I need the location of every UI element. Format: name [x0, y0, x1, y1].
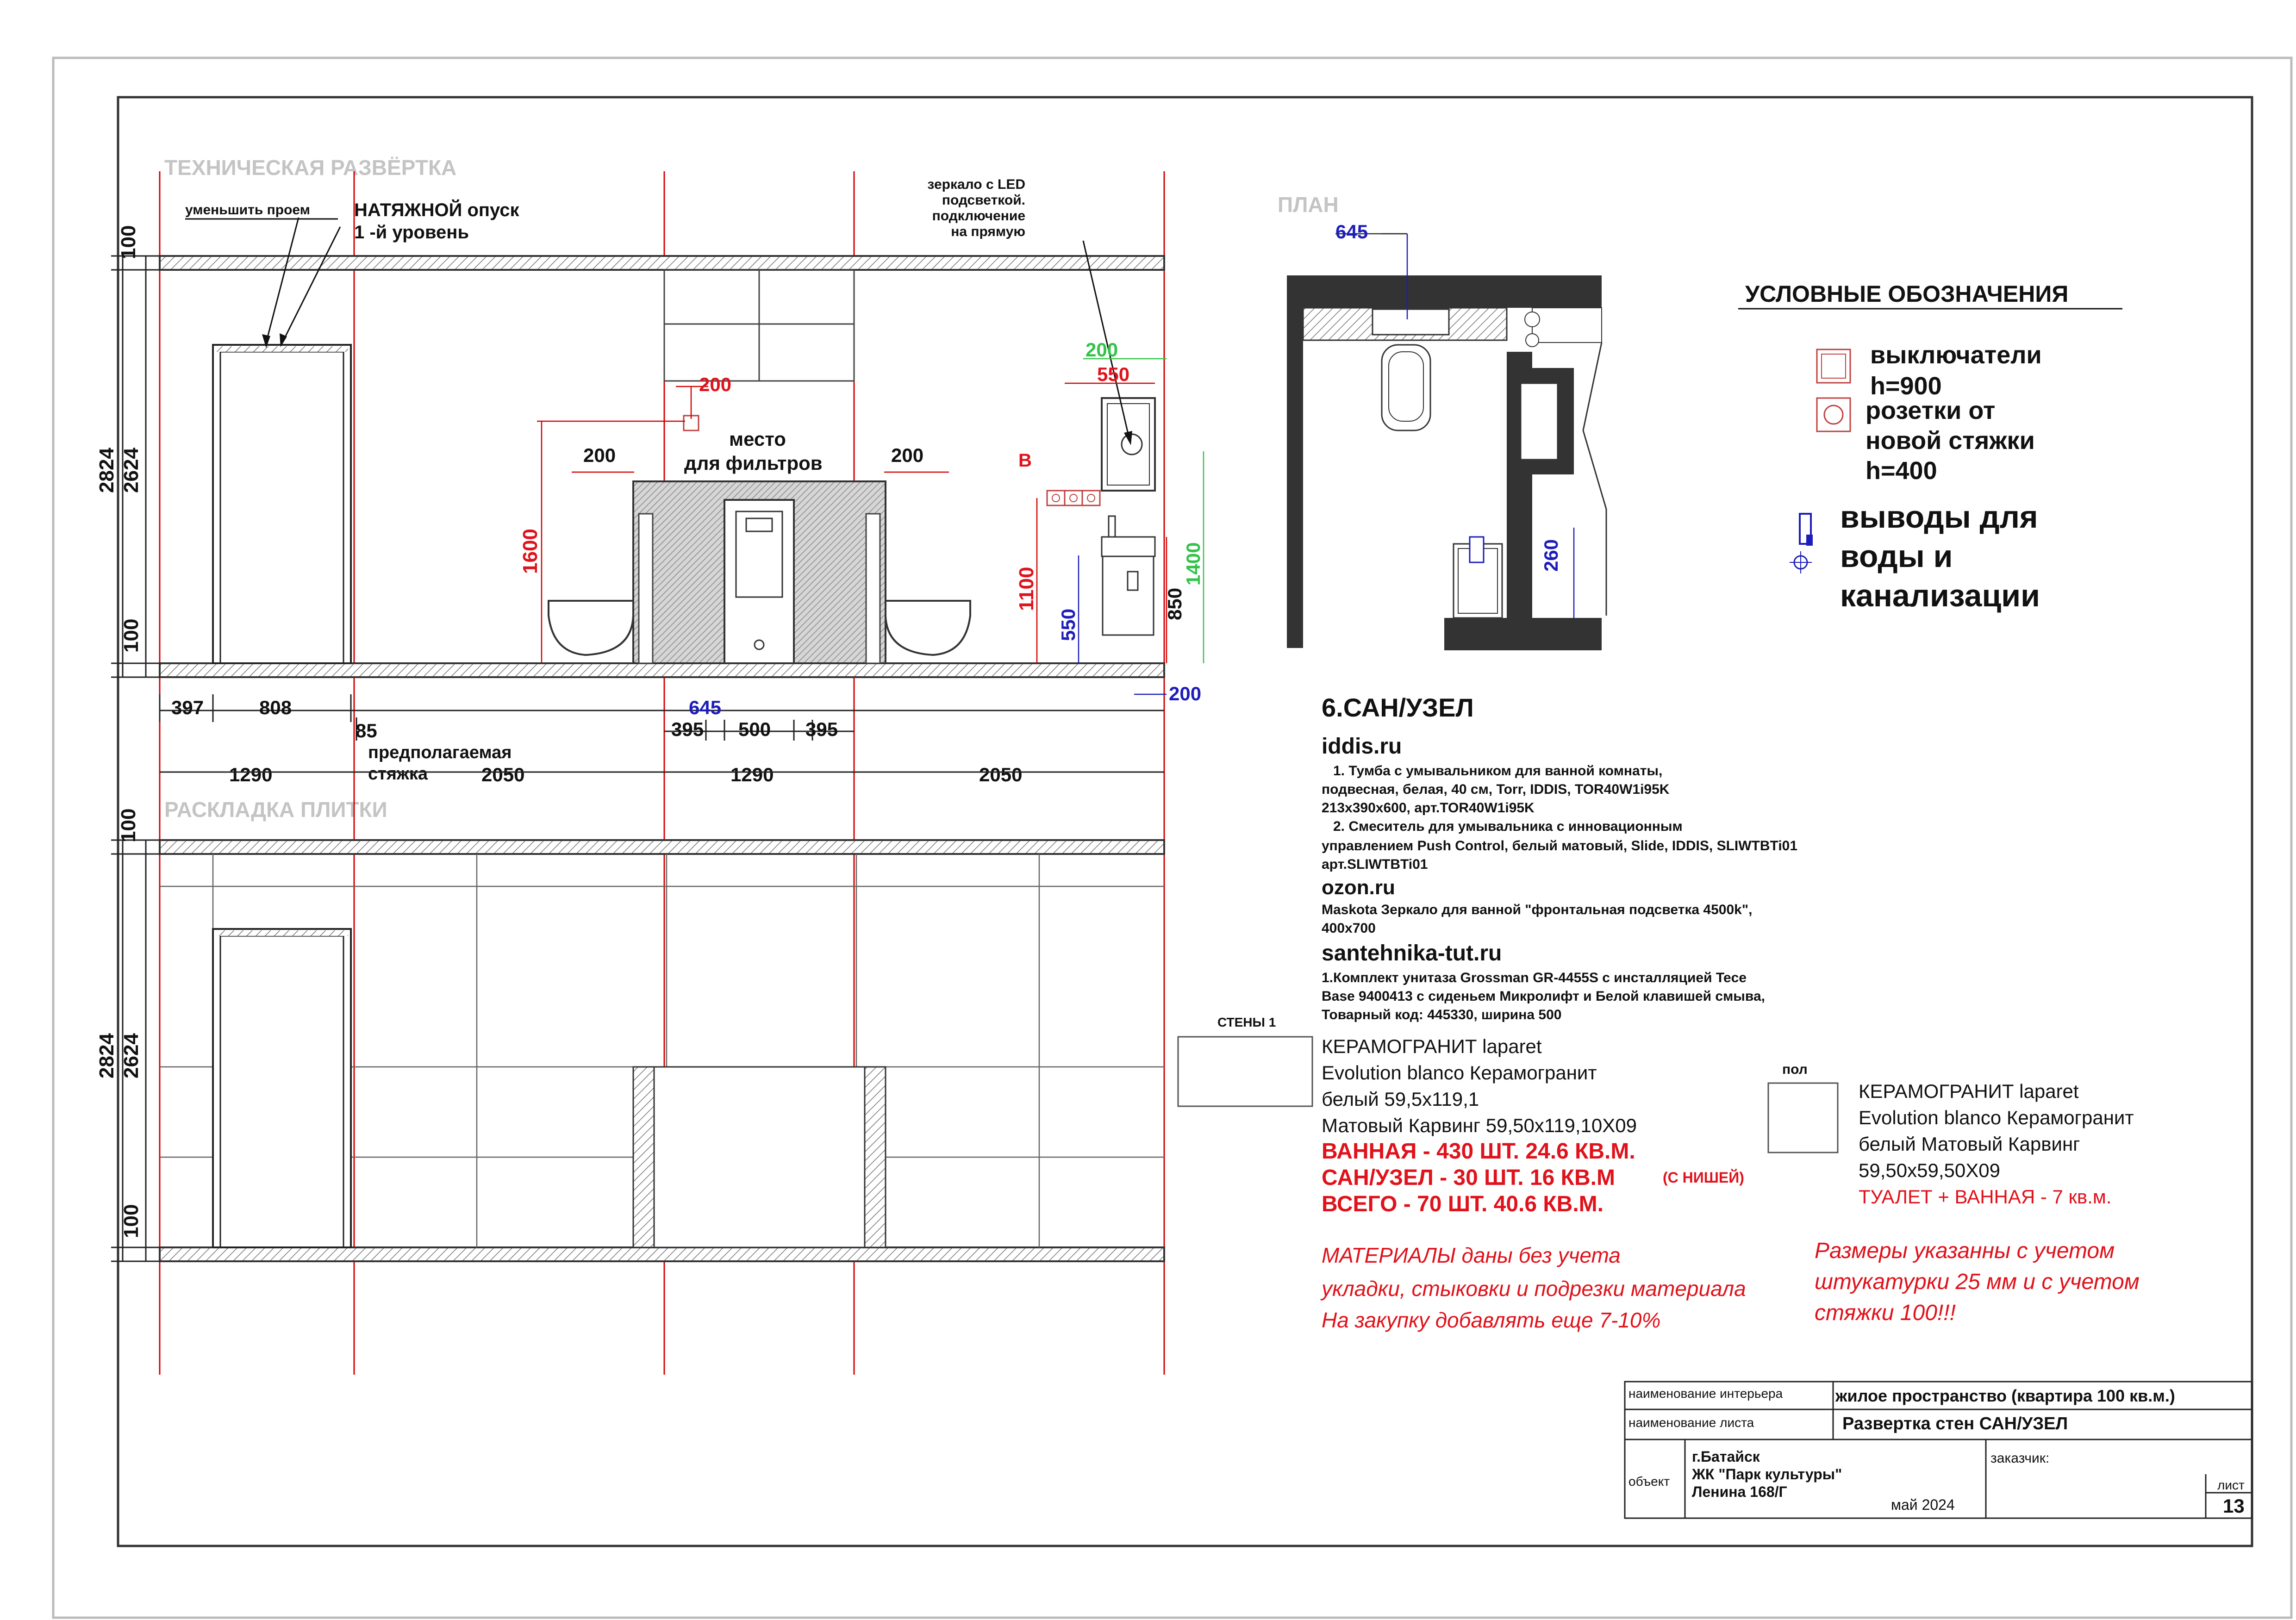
total-quantity: ВСЕГО - 70 ШТ. 40.6 КВ.М. [1322, 1192, 1603, 1216]
spec-heading: 6.САН/УЗЕЛ [1322, 693, 1474, 722]
walls-label: СТЕНЫ 1 [1217, 1015, 1276, 1029]
bath-quantity: ВАННАЯ - 430 ШТ. 24.6 КВ.М. [1322, 1139, 1635, 1164]
dim-200-left: 200 [583, 444, 616, 466]
vanity-basin [1102, 537, 1155, 556]
dim-elev-2824: 2824 [95, 448, 118, 493]
ceiling-band [160, 256, 1164, 270]
tb-customer-label: заказчик: [1990, 1451, 2050, 1466]
dim-550-red: 550 [1097, 363, 1130, 385]
note-filters-line1: место [729, 428, 786, 450]
note-ceiling-line1: НАТЯЖНОЙ опуск [354, 200, 519, 220]
spec-item4-line2: Base 9400413 с сиденьем Микролифт и Белой клавишей смыва, [1322, 989, 1765, 1004]
walls-text-line1: КЕРАМОГРАНИТ laparet [1322, 1035, 1542, 1057]
floor-text-line4: 59,50х59,50Х09 [1859, 1159, 2000, 1181]
dim-elev-100-bottom: 100 [120, 618, 143, 653]
dim-tile-100-top: 100 [117, 808, 140, 842]
tb-sheet-name-value: Развертка стен САН/УЗЕЛ [1842, 1414, 2068, 1433]
wc-quantity: САН/УЗЕЛ - 30 ШТ. 16 КВ.М [1322, 1165, 1615, 1190]
floor-swatch [1768, 1083, 1838, 1153]
sizes-note-line2: штукатурки 25 мм и с учетом [1815, 1270, 2140, 1294]
spec-item2-line1: 2. Смеситель для умывальника с инновационным [1333, 819, 1683, 834]
faucet [1109, 516, 1115, 537]
spec-item1-line3: 213х390х600, арт.TOR40W1i95K [1322, 800, 1535, 816]
dim-500: 500 [738, 718, 771, 740]
plan-dim-260: 260 [1540, 539, 1562, 572]
plan-title: ПЛАН [1278, 193, 1339, 217]
dim-elev-100-top: 100 [117, 225, 140, 259]
tb-interior-value: жилое пространство (квартира 100 кв.м.) [1835, 1386, 2175, 1405]
legend-water-line3: канализации [1840, 578, 2040, 613]
note-screed-line1: предполагаемая [368, 743, 512, 762]
wall-width-1290-a: 1290 [229, 764, 273, 785]
spec-item1-line1: 1. Тумба с умывальником для ванной комнаты, [1333, 763, 1663, 779]
dim-tile-100-bottom: 100 [120, 1204, 143, 1238]
door-leaf [220, 352, 343, 663]
wall-width-1290-b: 1290 [730, 764, 774, 785]
dim-tile-2824: 2824 [95, 1033, 118, 1078]
legend-sockets-line2: новой стяжки [1866, 427, 2035, 455]
legend-sockets-line3: h=400 [1866, 457, 1937, 485]
wall-width-2050-a: 2050 [481, 764, 525, 785]
elevation-view [160, 218, 1164, 741]
tile-layout-title: РАСКЛАДКА ПЛИТКИ [164, 798, 387, 822]
note-ceiling-line2: 1 -й уровень [354, 222, 469, 243]
sizes-note-line1: Размеры указанны с учетом [1815, 1239, 2115, 1263]
floor-text-line3: белый Матовый Карвинг [1859, 1133, 2080, 1155]
label-b: В [1018, 450, 1032, 471]
spec-item2-line2: управлением Push Control, белый матовый, Slide, IDDIS, SLIWTBTi01 [1322, 838, 1798, 854]
dim-85: 85 [356, 720, 377, 741]
spec-item2-line3: арт.SLIWTBTi01 [1322, 857, 1428, 872]
materials-note-line1: МАТЕРИАЛЫ даны без учета [1322, 1243, 1621, 1267]
mirror [1102, 398, 1155, 491]
floor-text-line1: КЕРАМОГРАНИТ laparet [1859, 1080, 2079, 1102]
dim-tile-2624: 2624 [120, 1033, 143, 1078]
tile-layout-view [160, 840, 1164, 1261]
niche-side-left [639, 514, 653, 663]
niche-side-right [866, 514, 880, 663]
spec-item3-line2: 400х700 [1322, 921, 1376, 936]
toilet-left [549, 601, 633, 655]
spec-item4-line3: Товарный код: 445330, ширина 500 [1322, 1007, 1562, 1022]
spec-site-santehnika: santehnika-tut.ru [1322, 941, 1502, 966]
dim-850: 850 [1164, 587, 1185, 620]
legend-switches-line1: выключатели [1870, 341, 2042, 369]
sizes-note-line3: стяжки 100!!! [1815, 1301, 1956, 1325]
floor-total: ТУАЛЕТ + ВАННАЯ - 7 кв.м. [1859, 1186, 2112, 1208]
note-screed-line2: стяжка [368, 764, 428, 784]
spec-site-ozon: ozon.ru [1322, 876, 1395, 899]
note-filters-line2: для фильтров [684, 452, 823, 474]
tb-object-line1: г.Батайск [1692, 1448, 1760, 1465]
dim-550-blue: 550 [1057, 608, 1079, 641]
tb-sheet-label: лист [2217, 1478, 2245, 1492]
inner-frame [118, 97, 2252, 1546]
tb-sheet-number: 13 [2223, 1495, 2245, 1517]
toilet-right [886, 601, 970, 655]
spec-item4-line1: 1.Комплект унитаза Grossman GR-4455S с инсталляцией Tece [1322, 970, 1747, 985]
tb-interior-label: наименование интерьера [1628, 1386, 1783, 1401]
floor-label: пол [1782, 1062, 1808, 1077]
tile-ceiling-band [160, 840, 1164, 854]
legend-water-line2: воды и [1840, 539, 1953, 574]
spec-item1-line2: подвесная, белая, 40 см, Torr, IDDIS, TOR40W1i95K [1322, 782, 1670, 797]
legend-water-line1: выводы для [1840, 499, 2038, 535]
wc-quantity-note: (С НИШЕЙ) [1663, 1169, 1744, 1186]
legend-title: УСЛОВНЫЕ ОБОЗНАЧЕНИЯ [1745, 281, 2069, 307]
tile-floor-band [160, 1247, 1164, 1261]
tb-object-line2: ЖК "Парк культуры" [1692, 1466, 1842, 1483]
tile-door-frame [213, 929, 351, 1247]
dim-elev-2624: 2624 [120, 448, 143, 493]
note-mirror-line3: подключение [932, 208, 1025, 224]
tile-niche [633, 1067, 886, 1247]
wall-width-2050-b: 2050 [979, 764, 1023, 785]
dim-200-top: 200 [699, 374, 732, 395]
dim-808: 808 [259, 697, 292, 718]
legend-socket-icon [1817, 398, 1850, 431]
materials-note-line2: укладки, стыковки и подрезки материала [1322, 1277, 1746, 1301]
walls-text-line2: Evolution blanco Керамогранит [1322, 1062, 1597, 1084]
walls-text-line4: Матовый Карвинг 59,50х119,10Х09 [1322, 1115, 1637, 1136]
note-reduce-opening: уменьшить проем [185, 202, 310, 218]
legend-switches-line2: h=900 [1870, 372, 1942, 400]
spec-site-iddis: iddis.ru [1322, 734, 1402, 759]
tb-sheet-name-label: наименование листа [1628, 1415, 1754, 1430]
floor-text-line2: Evolution blanco Керамогранит [1859, 1107, 2134, 1128]
dim-395-a: 395 [671, 718, 704, 740]
socket-block [1047, 491, 1100, 505]
plan-dim-645: 645 [1335, 221, 1368, 243]
vanity-cabinet [1103, 556, 1154, 635]
tb-object-label: объект [1628, 1474, 1670, 1489]
tb-date: май 2024 [1891, 1496, 1955, 1513]
dim-1400: 1400 [1182, 542, 1204, 586]
door-header [216, 346, 348, 352]
elevation-title: ТЕХНИЧЕСКАЯ РАЗВЁРТКА [164, 156, 457, 180]
tb-object-line3: Ленина 168/Г [1692, 1483, 1787, 1500]
floor-band [160, 663, 1164, 677]
dim-645: 645 [689, 697, 722, 718]
floor-plan [1287, 234, 1606, 650]
door-frame [213, 345, 351, 663]
spec-item3-line1: Maskota Зеркало для ванной "фронтальная подсветка 4500k", [1322, 902, 1753, 917]
legend-sockets-line1: розетки от [1866, 397, 1996, 424]
dim-200-right: 200 [891, 444, 924, 466]
dim-395-b: 395 [805, 718, 838, 740]
dim-200-blue: 200 [1169, 683, 1202, 704]
dim-1100: 1100 [1015, 567, 1038, 611]
walls-text-line3: белый 59,5х119,1 [1322, 1088, 1479, 1110]
note-mirror-line1: зеркало с LED [927, 177, 1025, 192]
materials-note-line3: На закупку добавлять еще 7-10% [1322, 1308, 1661, 1332]
note-mirror-line4: на прямую [951, 224, 1025, 239]
dim-397: 397 [171, 697, 204, 718]
dim-200-green: 200 [1086, 339, 1118, 361]
note-mirror-line2: подсветкой. [942, 193, 1025, 208]
walls-swatch [1178, 1037, 1312, 1106]
flush-plate [736, 511, 782, 597]
dim-1600: 1600 [519, 529, 542, 574]
